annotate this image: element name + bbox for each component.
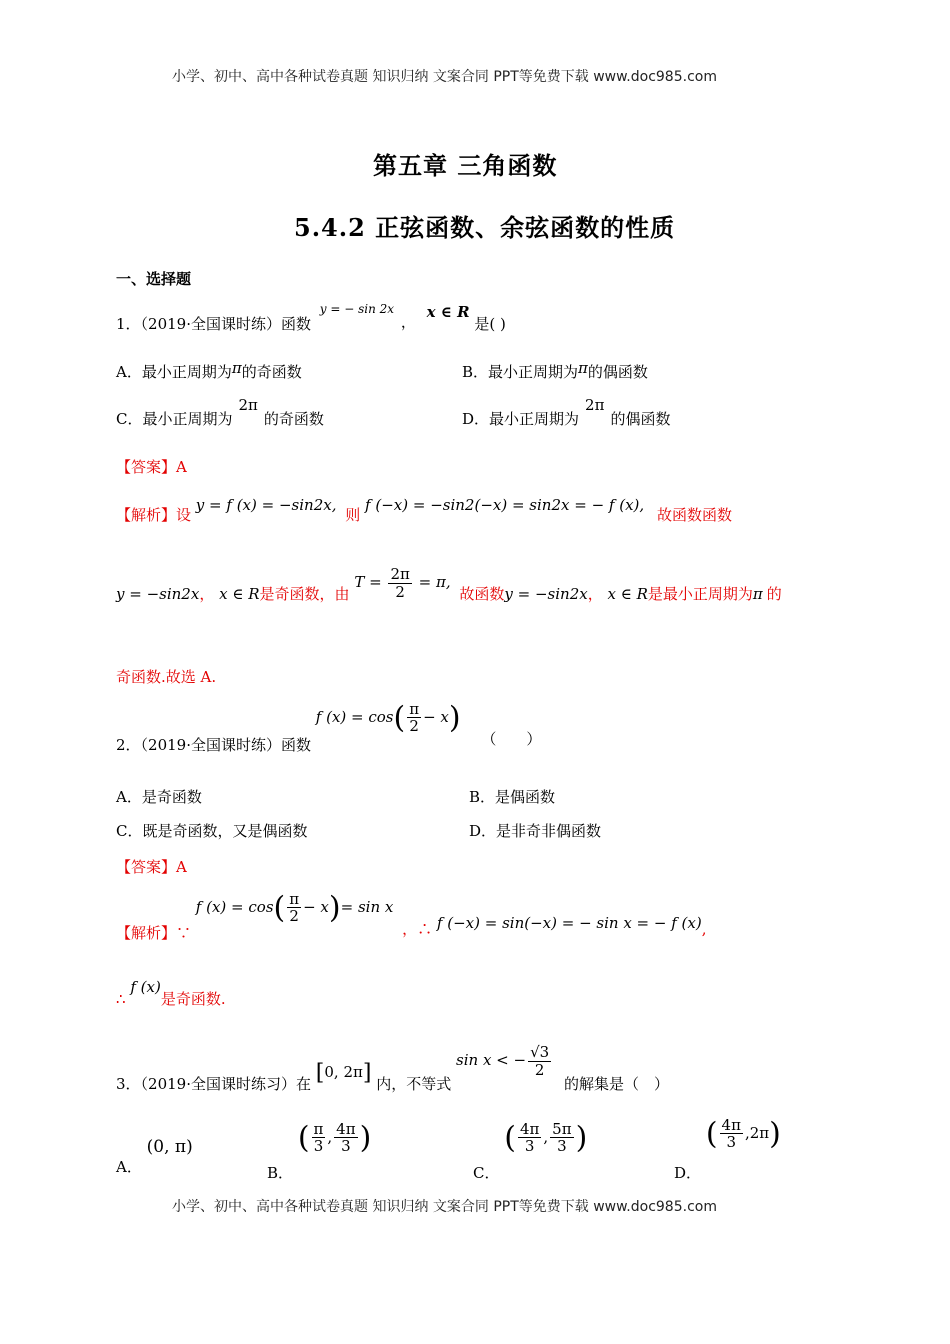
- q1-period-formula: [354, 565, 455, 601]
- q3-ineq-num: √3: [530, 1043, 550, 1061]
- q3-optB-n1: π: [313, 1119, 324, 1138]
- q1-analysis-row3: 奇函数.故选 A.: [116, 668, 217, 686]
- q3-optC-n2: 5π: [552, 1119, 572, 1138]
- q1-line2-tail: 是最小正周期为: [647, 585, 753, 603]
- q3-optC-d2: 3: [557, 1137, 567, 1155]
- q3-optC-d1: 3: [524, 1137, 535, 1155]
- q1-optD-post: 的偶函数: [610, 410, 671, 428]
- q3-ineq-den: 2: [534, 1060, 545, 1079]
- q1-expr1: y = f (x) = −sin2x,: [195, 496, 337, 514]
- q2-analysis-row2: [116, 976, 226, 1008]
- q3-optA-label: A．: [116, 1158, 142, 1176]
- q2-analysis-label: 【解析】∵: [116, 923, 192, 942]
- q2-blank: （ ）: [481, 729, 542, 748]
- q3-optC-n1: 4π: [519, 1119, 540, 1138]
- q1-expr2: f (−x) = −sin2(−x) = sin2x = − f (x),: [365, 496, 645, 514]
- q1-comma: ，: [400, 313, 416, 331]
- q1-so: 故函数函数: [656, 506, 732, 524]
- q1-optC-post: 的奇函数: [263, 410, 324, 428]
- q1-optB-sym: π: [578, 359, 588, 377]
- q3-option-c: [473, 1119, 588, 1182]
- q2-e1-lhs: f (x) = cos: [195, 897, 274, 916]
- q3-stem-tail: 的解集是（ ）: [563, 1075, 669, 1093]
- q2-function: f (x) = cos( $\frac{\pi}{2}$ − x): [315, 699, 461, 735]
- q2-e1-num: π: [289, 889, 300, 908]
- q1-answer: 【答案】A: [116, 458, 187, 476]
- q1-analysis-row2: [116, 565, 782, 612]
- q3-optB-n2: 4π: [336, 1119, 356, 1138]
- q1-analysis-row1: [116, 494, 732, 524]
- q1-stem: 1．（2019·全国课时练）函数: [116, 315, 311, 333]
- q1-optB-post: 的偶函数: [587, 363, 648, 381]
- q2-e1-rhs: = sin x: [340, 897, 394, 916]
- q3-stem-row: [116, 1038, 669, 1093]
- chapter-title: 第五章 三角函数: [373, 151, 558, 180]
- q3-stem-mid: 内，不等式: [376, 1075, 452, 1093]
- q3-inequality: [456, 1043, 558, 1079]
- q1-domain: x ∈ R: [426, 303, 470, 321]
- q3-optB-value: ( $\frac{\pi}{3}$ , $\frac{4\pi}{3}$ ): [297, 1119, 372, 1155]
- q1-optD-text: D．最小正周期为: [462, 410, 580, 428]
- q1-T-num: 2π: [390, 565, 410, 583]
- q1-option-d: [462, 396, 671, 429]
- q1-stem-row: [116, 302, 506, 333]
- q2-therefore: ，∴: [402, 919, 433, 938]
- q1-T-den: 2: [395, 582, 405, 601]
- q1-then: 则: [345, 506, 361, 524]
- q2-expr2-end: ,: [701, 919, 707, 938]
- q3-optD-label: D．: [674, 1163, 702, 1182]
- q3-ineq-lhs: sin x < −: [456, 1051, 527, 1069]
- q1-optB-text: B．最小正周期为: [462, 363, 579, 381]
- q1-line2-expr: y = −sin2x: [116, 585, 200, 603]
- q3-option-b: [267, 1119, 372, 1182]
- q3-optC-label: C．: [473, 1163, 500, 1182]
- q3-optC-value: ( $\frac{4\pi}{3}$ , $\frac{5\pi}{3}$ ): [504, 1119, 588, 1155]
- q1-line2-odd: 是奇函数，由: [259, 585, 350, 603]
- q2-f-tail: − x: [423, 707, 449, 726]
- q2-option-c: C．既是奇函数，又是偶函数: [116, 822, 308, 840]
- q3-optD-n1: 4π: [721, 1115, 741, 1134]
- q1-T-rhs: = π,: [418, 573, 451, 591]
- q2-analysis-row1: [116, 889, 707, 942]
- part-label: 一、选择题: [116, 270, 192, 288]
- q2-stem: 2．（2019·全国课时练）函数: [116, 735, 311, 754]
- q3-interval: [0, 2π]: [315, 1060, 372, 1086]
- q1-line2-so: 故函数: [459, 585, 505, 603]
- q1-optC-text: C．最小正周期为: [116, 410, 233, 428]
- q1-optA-text: A．最小正周期为: [116, 363, 232, 381]
- q1-analysis-label: 【解析】设: [116, 506, 192, 524]
- q1-line2-expr2: y = −sin2x: [504, 585, 588, 603]
- q2-expr1: f (x) = cos( $\frac{\pi}{2}$ − x)= sin x: [195, 889, 394, 925]
- q1-line2-comma: ，: [199, 585, 215, 603]
- q1-line2-de: 的: [766, 585, 782, 603]
- q2-fx: f (x): [130, 978, 161, 996]
- q2-f-lhs: f (x) = cos: [315, 707, 394, 726]
- q2-e1-den: 2: [289, 907, 299, 925]
- q1-optC-sym: 2π: [238, 396, 258, 414]
- q3-stem-pre: 3．（2019·全国课时练习）在: [116, 1075, 311, 1093]
- q1-optA-sym: π: [231, 359, 242, 377]
- q3-optD-d1: 3: [726, 1133, 736, 1151]
- q1-optA-post: 的奇函数: [241, 363, 302, 381]
- q2-option-d: D．是非奇非偶函数: [469, 822, 602, 840]
- q2-option-b: B．是偶函数: [469, 788, 556, 806]
- q2-answer: 【答案】A: [116, 858, 187, 876]
- q1-line2-comma2: ，: [587, 585, 603, 603]
- page-header: 小学、初中、高中各种试卷真题 知识归纳 文案合同 PPT等免费下载 www.doc985.com: [172, 69, 717, 85]
- q1-T-lhs: T =: [354, 573, 382, 591]
- q2-expr2: f (−x) = sin(−x) = − sin x = − f (x): [436, 913, 702, 932]
- q3-optD-value: ( $\frac{4\pi}{3}$ ,2π): [705, 1115, 781, 1151]
- q1-line2-xr2: x ∈ R: [607, 585, 648, 603]
- q1-option-b: [462, 361, 648, 382]
- q3-optB-label: B．: [267, 1163, 294, 1182]
- q1-tail: 是( ): [474, 315, 506, 333]
- q1-func: y = − sin 2x: [319, 302, 395, 316]
- q2-f-den: 2: [409, 717, 419, 735]
- q3-optA-value: (0, π): [146, 1137, 193, 1157]
- q2-odd: 是奇函数.: [160, 990, 226, 1008]
- section-title: 5.4.2 正弦函数、余弦函数的性质: [294, 213, 676, 242]
- q3-interval-text: 0, 2π: [324, 1063, 363, 1081]
- q3-optD-end: 2π: [749, 1123, 770, 1142]
- q3-optA-text: 0, π: [153, 1137, 187, 1157]
- q2-stem-row: [116, 699, 542, 754]
- q1-optD-sym: 2π: [585, 396, 605, 414]
- q3-optB-d2: 3: [341, 1137, 351, 1155]
- q2-f-num: π: [409, 699, 420, 718]
- q2-e1-tail: − x: [303, 897, 329, 916]
- q3-option-d: [674, 1115, 781, 1182]
- q2-option-a: A．是奇函数: [116, 788, 202, 806]
- q3-option-a: [116, 1136, 193, 1176]
- q2-therefore2: ∴: [116, 990, 126, 1008]
- q1-option-a: [116, 361, 302, 382]
- page-footer: 小学、初中、高中各种试卷真题 知识归纳 文案合同 PPT等免费下载 www.doc985.com: [172, 1199, 717, 1215]
- q3-optB-d1: 3: [313, 1137, 324, 1155]
- q1-line2-pi: π: [752, 585, 763, 603]
- q1-option-c: [116, 396, 324, 429]
- q1-line2-xr: x ∈ R: [219, 585, 260, 603]
